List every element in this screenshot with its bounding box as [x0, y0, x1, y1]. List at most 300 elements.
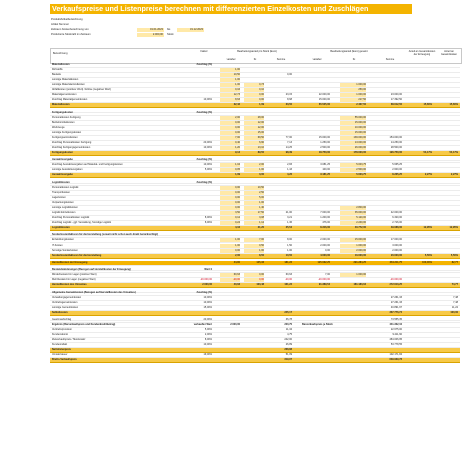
cell-c5[interactable]: 2.800,00 — [340, 206, 366, 210]
cell-c5: 16.000,00 — [354, 253, 366, 257]
cell-c3[interactable]: 7,13 — [287, 140, 292, 144]
cell-pct[interactable]: 20,00% — [203, 317, 212, 321]
cell-c1[interactable]: 0,00 — [220, 191, 240, 195]
cell-c4[interactable]: 2.500,00 — [320, 146, 330, 149]
cell-c2[interactable]: 3,08 — [244, 216, 264, 220]
cell-pct[interactable]: 20,00% — [203, 140, 212, 144]
cell-c6[interactable]: -20.000,00 — [390, 278, 402, 282]
cell-pct[interactable]: 2,00% — [204, 333, 212, 337]
cell-c8: 82,77 — [451, 260, 458, 264]
cell-c6: 364.211,75 — [389, 260, 402, 264]
cell-c3[interactable]: 8,00 — [287, 238, 292, 242]
cell-c1[interactable]: 0,00 — [220, 131, 240, 135]
cell-c1[interactable]: 8,63 — [220, 98, 240, 102]
cell-c8[interactable]: 7,48 — [453, 300, 458, 304]
cell-c6[interactable]: 3.000,00 — [392, 243, 402, 247]
cell-c6: 639.939,78 — [389, 358, 402, 362]
row-label: Sonstige Sonderkosten — [52, 248, 78, 252]
cell-c2: 89,50 — [257, 151, 264, 155]
header-field-value2[interactable]: 31.12.2023 — [177, 28, 204, 32]
header-field — [50, 28, 260, 32]
cell-c4: 3.181,25 — [320, 173, 330, 177]
cell-pct: verkaufter Wert — [193, 323, 212, 326]
cell-c4[interactable]: 7,00 — [325, 273, 330, 277]
cell-c1: 2.000,00 — [230, 323, 240, 326]
cell-c3[interactable]: 1,43 — [287, 168, 292, 172]
subtotal-row — [50, 358, 460, 363]
cell-c8: 15,60% — [449, 103, 458, 107]
cell-c6[interactable]: 40.891,97 — [390, 305, 402, 309]
header-field-value[interactable]: 2.000,00 — [137, 33, 164, 37]
row-label: Betriebsmittelkosten — [52, 120, 75, 124]
cell-c3: 161,22 — [284, 283, 292, 287]
cell-pct: Wert € — [204, 268, 212, 272]
cell-pct[interactable]: 10,00% — [203, 98, 212, 102]
cell-c1: 4,16 — [235, 226, 240, 230]
row-label: Fertigungskosten — [52, 151, 73, 155]
cell-c6[interactable]: 484.006,95 — [389, 338, 402, 342]
cell-c1[interactable]: 0,00 — [220, 186, 240, 190]
cell-c1[interactable]: 7,00 — [220, 136, 240, 140]
row-label: Entwicklungskosten — [52, 238, 74, 242]
row-label: Materialkosten — [52, 103, 70, 107]
cell-c3[interactable]: -20,00 — [284, 278, 292, 282]
cell-c5[interactable]: 13.000,00 — [340, 141, 366, 145]
cell-c3[interactable]: 36,78 — [285, 317, 292, 321]
cell-c6[interactable]: 53.778,55 — [390, 343, 402, 347]
cell-c5[interactable]: 1.000,00 — [340, 273, 366, 277]
row-label: Lagerkosten — [52, 195, 66, 199]
cell-c2[interactable]: 2,50 — [244, 191, 264, 195]
cell-c4[interactable]: 2.000,00 — [320, 238, 330, 242]
cell-c1[interactable]: 0,12 — [220, 216, 240, 220]
row-label: Mehrbestand im Lager (negativer Wert) — [52, 278, 96, 282]
cell-c3[interactable]: 0,00 — [287, 73, 292, 77]
cell-c3: 220,70 — [284, 323, 292, 326]
cell-c3: 25,54 — [285, 226, 292, 230]
row-label: sonstige Logistikkosten — [52, 205, 78, 209]
cell-c1: 1,09 — [235, 173, 240, 177]
cell-c2[interactable]: 1,00 — [244, 201, 264, 205]
row-label: Vertriebsprovision — [52, 328, 72, 332]
cell-c6[interactable]: 73.555,35 — [390, 317, 402, 321]
cell-c1[interactable]: 0,00 — [220, 249, 240, 253]
cell-pct[interactable]: 8,00% — [204, 216, 212, 220]
cell-c2: 103,48 — [256, 283, 264, 287]
cell-c3[interactable]: 1,50 — [287, 243, 292, 247]
cell-c4[interactable]: -20.000,00 — [318, 278, 330, 282]
cell-c2[interactable]: 5,00 — [244, 196, 264, 200]
cell-c5[interactable]: 2.240,00 — [340, 221, 366, 225]
col-name: Bezeichnung — [53, 52, 68, 55]
row-label: Umsatzsteuer — [52, 353, 68, 357]
row-label: Selbstkosten — [52, 310, 68, 314]
cell-c1: 32,42 — [233, 103, 240, 107]
cell-pct: Zuschlag (%) — [196, 110, 212, 114]
cell-c8: 100,00 — [450, 310, 458, 314]
cell-c6[interactable]: 23.000,00 — [390, 93, 402, 97]
cell-c4[interactable]: 100,00 — [322, 168, 330, 172]
row-label: sonstige Fertigungskosten — [52, 130, 82, 134]
cell-c5[interactable]: 55.000,00 — [340, 116, 366, 120]
row-label: Sonderkostenfaktoren für die Herstellung (soweit nicht schon auch direkt berücksichtigt) — [52, 233, 158, 237]
cell-c1[interactable]: 12,73 — [220, 93, 240, 97]
row-label: Materialgemeinkosten — [52, 93, 77, 97]
row-label: Personalkosten Fertigung — [52, 115, 81, 119]
cell-c1[interactable]: 3,50 — [220, 211, 240, 215]
cell-c2[interactable]: 2,00 — [244, 163, 264, 167]
cell-c2[interactable]: 69,50 — [244, 136, 264, 140]
cell-c4: 125.032,25 — [317, 260, 330, 264]
cell-c4[interactable]: 2.000,00 — [320, 243, 330, 247]
cell-c1[interactable]: 1,00 — [220, 83, 240, 87]
cell-c2[interactable]: 1,12 — [244, 221, 264, 225]
sub-variabel: variabel — [226, 58, 236, 61]
cell-c2[interactable]: 28,00 — [244, 116, 264, 120]
cell-c4: 18.750,00 — [318, 151, 330, 155]
cell-c1[interactable]: 0,00 — [220, 206, 240, 210]
cell-c2[interactable]: 0,10 — [244, 88, 264, 92]
cell-c5[interactable]: 35.000,00 — [340, 211, 366, 215]
cell-c6: 367.776,74 — [389, 310, 402, 314]
cell-c1[interactable]: 1,00 — [220, 238, 240, 242]
cell-c4: 4.000,00 — [320, 253, 330, 257]
cell-c5[interactable]: 15.000,00 — [340, 131, 366, 135]
cell-c2[interactable]: 17,50 — [244, 211, 264, 215]
header-field-label: Produzierte Stückzahl im Zeitraum — [51, 33, 91, 36]
cell-pct[interactable]: 19,00% — [203, 353, 212, 357]
header-field-label: Zeitraum Kostenberechnung von — [51, 28, 89, 31]
cell-pct[interactable]: 10,00% — [203, 295, 212, 299]
cell-c2: 8,50 — [259, 253, 264, 257]
header-field-label: Artikel Nummer — [51, 23, 69, 26]
cell-c6[interactable]: 2.000,00 — [392, 248, 402, 252]
cell-c5[interactable]: 2.000,00 — [340, 249, 366, 253]
cell-c1[interactable]: 0,00 — [220, 196, 240, 200]
cell-c1[interactable]: 0,24 — [220, 221, 240, 225]
col-margin: Anteil an Gesamtkosten — [440, 50, 458, 56]
row-label: Materialkosten — [52, 63, 70, 66]
cell-c2: 3,00 — [259, 173, 264, 177]
sub-summe-total: Summe — [385, 58, 395, 61]
cell-c1[interactable]: 0,05 — [220, 168, 240, 172]
cell-pct[interactable]: 10,00% — [203, 163, 212, 167]
cell-c3[interactable]: 8,68 — [287, 98, 292, 102]
cell-c4[interactable]: 3.081,25 — [320, 163, 330, 167]
cell-c4: 8.316,00 — [320, 226, 330, 230]
row-label: Bauteile — [52, 73, 62, 77]
row-label: sonstige Materialeinzelkosten — [52, 83, 85, 87]
cell-c2[interactable]: 0,00 — [244, 273, 264, 277]
cell-c1: 40,63 — [233, 283, 240, 287]
cell-c4: Barverkaufspreis je Stück — [302, 323, 333, 326]
cell-c3[interactable]: 3,21 — [287, 216, 292, 220]
cell-c5: 291.284,25 — [353, 260, 366, 264]
cell-c4[interactable]: 7.000,00 — [320, 211, 330, 214]
cell-c4: 91.389,54 — [318, 283, 330, 287]
cell-c4[interactable]: 22.000,00 — [318, 93, 330, 97]
cell-c3[interactable]: 11,34 — [285, 328, 292, 332]
cell-c5: 40.772,00 — [354, 226, 366, 230]
cell-c1[interactable]: 0,16 — [220, 88, 240, 92]
header-field-label: Produkt/Artikelbezeichnung — [51, 18, 83, 21]
cell-c3[interactable]: 51,09 — [285, 353, 292, 357]
cell-c3[interactable]: 14,25 — [285, 146, 292, 149]
cell-c1[interactable]: 0,00 — [220, 126, 240, 130]
cell-c3[interactable]: 1,00 — [287, 248, 292, 252]
cell-c7: 5,50% — [424, 253, 432, 257]
cell-c3: 268,88 — [284, 348, 292, 352]
cell-c2: 1,09 — [259, 103, 264, 107]
row-label: Zuschlag Personalkosten Fertigung — [52, 140, 92, 144]
cell-c1[interactable]: 2,00 — [220, 116, 240, 120]
cell-c2: 125,33 — [256, 260, 264, 264]
cell-c5[interactable]: 2.500,00 — [340, 168, 366, 172]
cell-c6: 49.088,00 — [390, 226, 402, 230]
sub-summe: Summe — [276, 58, 286, 61]
row-label: Zielverkaufspreis / Skontosatz — [52, 338, 86, 342]
row-label: Fertigungseinzelkosten — [52, 135, 78, 139]
row-label: Zuschlag Logistik - ggf. Verwaltung, Sonstige Logistik — [52, 221, 112, 225]
cell-pct[interactable]: 10,00% — [203, 146, 212, 149]
row-label: Vertriebsgemeinkosten — [52, 300, 78, 304]
cell-c3: 4,26 — [287, 173, 292, 177]
table-header — [50, 48, 462, 64]
cell-c1[interactable]: -20,00 — [220, 278, 240, 282]
cell-pct[interactable]: 8,00% — [204, 338, 212, 342]
cell-pct: Zuschlag (%) — [196, 290, 212, 294]
cell-c3[interactable]: 4,75 — [287, 333, 292, 337]
row-label: Nettolistenpreis — [52, 348, 71, 352]
col-pct: Faktor — [200, 50, 208, 53]
cell-c1[interactable]: 1,00 — [220, 78, 240, 82]
cell-c4[interactable]: 15.000,00 — [318, 135, 330, 139]
cell-c8: 74,77 — [451, 283, 458, 287]
sub-fix: fix — [253, 58, 257, 61]
cell-c2[interactable]: 0,73 — [244, 83, 264, 87]
row-label: Sonderkostenfaktoren für die Herstellung — [52, 253, 102, 257]
cell-pct: Zuschlag (%) — [196, 158, 212, 162]
cell-c3[interactable]: 77,00 — [285, 135, 292, 139]
row-label: IT-Kosten — [52, 243, 63, 247]
row-label: Werkzeuge — [52, 125, 65, 129]
cell-pct: Zuschlag (%) — [196, 180, 212, 184]
cell-pct[interactable]: -20.000,00 — [200, 278, 212, 282]
cell-c2[interactable]: 1,00 — [244, 168, 264, 172]
cell-c6[interactable]: 17.392,50 — [390, 98, 402, 102]
cell-c3[interactable]: 1,36 — [287, 221, 292, 225]
cell-c7: 12,95% — [423, 226, 432, 230]
cell-c8: 5,50% — [450, 253, 458, 257]
cell-pct: 2.000,00 — [202, 283, 212, 287]
cell-c7: 100,00% — [422, 260, 432, 264]
cell-c1: 9,14 — [235, 151, 240, 155]
cell-c4[interactable]: 1.200,00 — [320, 216, 330, 220]
cell-c4[interactable]: 15.000,00 — [318, 98, 330, 102]
cell-pct[interactable]: 15,00% — [203, 305, 212, 309]
row-label: Verwaltungsgemeinkosten — [52, 295, 82, 299]
cell-c2[interactable]: 15,00 — [244, 131, 264, 135]
cell-c6[interactable]: 5.665,25 — [392, 163, 402, 167]
cell-c1[interactable]: 1,00 — [220, 244, 240, 248]
cell-c4[interactable]: 0,00 — [325, 248, 330, 252]
cell-c4[interactable]: 476,00 — [322, 221, 330, 225]
cell-c5[interactable]: 139.000,00 — [340, 136, 366, 140]
cell-c2[interactable]: 0,00 — [244, 278, 264, 282]
cell-c8: 12,95% — [449, 226, 458, 230]
cell-c5[interactable]: 5.120,00 — [340, 216, 366, 220]
cell-pct: Zuschlag (%) — [196, 63, 212, 66]
cell-c5[interactable]: 15.000,00 — [340, 121, 366, 125]
cell-c3[interactable]: 23,15 — [285, 93, 292, 97]
cell-c3[interactable]: 26,89 — [285, 343, 292, 347]
row-label: sonstige Materialkosten — [52, 78, 79, 82]
cell-c6[interactable]: 22.675,00 — [390, 328, 402, 332]
col-group1: Bearbeitungsanteil pro Stück (Euro) — [237, 50, 277, 53]
cell-c5: 5.003,75 — [356, 173, 366, 177]
cell-c1[interactable]: 0,00 — [220, 201, 240, 205]
cell-c2[interactable]: 13,10 — [244, 146, 264, 150]
row-label: Logistikkosten — [52, 226, 70, 230]
cell-c6[interactable]: 2.600,00 — [392, 168, 402, 172]
row-label: Herstellkosten der Erzeugung — [52, 260, 88, 264]
row-label: Bestandsänderungen (Bezogen auf Herstellkosten der Erzeugung) — [52, 268, 131, 272]
cell-c3: 181,22 — [284, 260, 292, 264]
cell-pct[interactable]: 10,00% — [203, 300, 212, 304]
row-label: Kundenrabatt — [52, 343, 68, 347]
cell-c7 — [412, 283, 432, 287]
cell-c2[interactable]: 7,00 — [244, 238, 264, 242]
cell-c3: 10,50 — [285, 253, 292, 257]
row-label: Logistik Einzelkosten — [52, 211, 76, 214]
row-label: Minderbestand im Lager (positiver Wert) — [52, 273, 97, 277]
cell-c5[interactable]: 250,00 — [340, 88, 366, 92]
cell-c6[interactable]: 2.716,00 — [392, 221, 402, 225]
row-label: sonstige Gemeinkosten — [52, 305, 79, 309]
cell-c3[interactable]: 60,63 — [285, 273, 292, 277]
row-label: Zuschlag Auswärtsvergaben auf Material- und Fertigungskosten — [52, 163, 123, 167]
cell-c2[interactable]: 0,00 — [244, 93, 264, 97]
cell-c6[interactable]: 154.000,00 — [389, 135, 402, 139]
cell-c2[interactable]: 0,00 — [244, 98, 264, 102]
cell-c6[interactable]: 27.261,33 — [390, 295, 402, 299]
row-label: sonstige Auswärtsvergaben — [52, 168, 83, 172]
cell-pct[interactable]: 10,00% — [203, 343, 212, 347]
cell-c6[interactable]: 9.411,60 — [392, 333, 402, 337]
cell-c8[interactable]: 11,22 — [451, 305, 458, 309]
header-field — [50, 23, 260, 27]
cell-c2[interactable]: 6,90 — [244, 141, 264, 145]
cell-c2[interactable]: 10,50 — [244, 186, 264, 190]
cell-c3[interactable]: 242,00 — [284, 338, 292, 342]
cell-c2[interactable]: 1,40 — [244, 206, 264, 210]
row-label: Fertigungskosten — [52, 110, 73, 114]
cell-c8[interactable]: 7,48 — [453, 295, 458, 299]
row-label: Logistikkosten — [52, 180, 70, 184]
cell-c2[interactable]: 12,00 — [244, 121, 264, 125]
header-field-value[interactable]: 01.01.2023 — [137, 28, 164, 32]
row-label: Transportkosten — [52, 190, 70, 194]
row-label: Herstellkosten des Umsatzes — [52, 283, 87, 287]
cell-c6[interactable]: 28.500,00 — [390, 146, 402, 149]
cell-pct[interactable]: 5,00% — [204, 328, 212, 332]
cell-c1[interactable]: 10,50 — [220, 73, 240, 77]
cell-c6: 20.000,00 — [390, 253, 402, 257]
cell-c2[interactable]: 1,00 — [244, 249, 264, 253]
cell-c1[interactable]: 0,00 — [220, 121, 240, 125]
row-label: Ergebnis (Barverkaufspreis und Kundenkreditbetrag) — [52, 323, 116, 326]
cell-c5[interactable]: 10.000,00 — [340, 126, 366, 130]
row-label: Personalkosten Logistik — [52, 185, 79, 189]
row-label: Brutto-Verkaufspreis — [52, 358, 77, 362]
cell-c6[interactable]: 6.320,00 — [392, 216, 402, 220]
cell-c2: 21,20 — [257, 226, 264, 230]
cell-c3: 245,17 — [284, 310, 292, 314]
cell-c1[interactable]: 1,20 — [220, 146, 240, 150]
cell-c1[interactable]: 0,40 — [220, 141, 240, 145]
cell-c5[interactable]: 15.000,00 — [340, 238, 366, 242]
cell-c1[interactable]: 60,63 — [220, 273, 240, 277]
cell-c6[interactable]: 102.171,84 — [389, 353, 402, 357]
row-label: Verpackungskosten — [52, 200, 74, 204]
cell-c1[interactable]: 1,04 — [220, 163, 240, 167]
cell-c7: 2,27% — [424, 173, 432, 177]
cell-c6[interactable]: 17.000,00 — [390, 238, 402, 242]
cell-c4: 65.525,00 — [318, 103, 330, 107]
cell-c1: 2,00 — [235, 253, 240, 257]
cell-pct[interactable]: 5,00% — [204, 168, 212, 172]
cell-c3: 98,39 — [285, 151, 292, 155]
cell-c6: 8.265,25 — [392, 173, 402, 177]
cell-c3: 319,97 — [284, 358, 292, 362]
col-share: Anteil an Gesamtkosten der Erzeugung — [408, 50, 436, 56]
header-field-label2: Stück — [167, 33, 174, 36]
sub-variabel-total: variabel — [312, 58, 322, 61]
cell-c5[interactable]: 5.003,75 — [340, 163, 366, 167]
row-label: Auswärtsvergabe — [52, 158, 73, 162]
cell-c6: 68.012,50 — [390, 103, 402, 107]
cell-c6[interactable]: 42.000,00 — [390, 211, 402, 214]
cell-c4[interactable]: 1.250,00 — [320, 140, 330, 144]
cell-pct[interactable]: 8,00% — [204, 221, 212, 225]
cell-c2[interactable]: 0,50 — [244, 244, 264, 248]
cell-c5: 178.000,00 — [353, 151, 366, 155]
cell-c2[interactable]: 12,00 — [244, 126, 264, 130]
cell-c1[interactable]: 1,00 — [220, 68, 240, 72]
row-label: Abfallkosten (positiver Wert) / Erlöse (negativer Wert) — [52, 88, 111, 92]
sub-fix-total: fix — [352, 58, 356, 61]
cell-c6[interactable]: 14.250,00 — [390, 140, 402, 144]
cell-c5[interactable]: 1.000,00 — [340, 244, 366, 248]
header-field — [50, 33, 260, 37]
col-group2: Bearbeitungsanteil (Euro) gesamt — [330, 50, 368, 53]
cell-c5[interactable]: 1.000,00 — [340, 83, 366, 87]
cell-c6[interactable]: 27.261,33 — [390, 300, 402, 304]
cell-c8: 54,17% — [449, 151, 458, 155]
cell-c7: 54,17% — [423, 151, 432, 155]
cell-c6: 272.613,25 — [389, 283, 402, 287]
cell-c3[interactable]: 21,00 — [285, 211, 292, 214]
cell-c8: 2,27% — [450, 173, 458, 177]
cell-c3[interactable]: 2,83 — [287, 163, 292, 167]
cell-c5: 181.183,64 — [353, 283, 366, 287]
cell-c5[interactable]: 217,50 — [340, 98, 366, 102]
cell-c7: 15,60% — [423, 103, 432, 107]
cell-c5: 2.467,50 — [356, 103, 366, 107]
cell-c5[interactable]: 26.000,00 — [340, 146, 366, 150]
cell-c5[interactable]: 1.000,00 — [340, 93, 366, 97]
cell-c6: 196.750,00 — [389, 151, 402, 155]
